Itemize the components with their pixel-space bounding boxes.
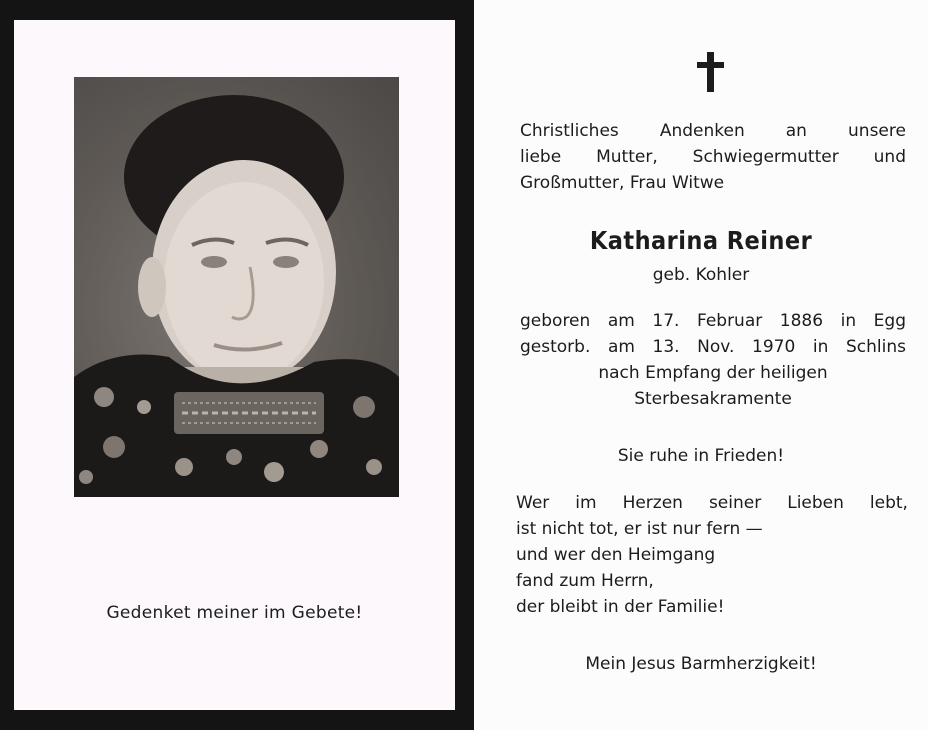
sacraments-line: nach Empfang der heiligen	[598, 363, 828, 383]
intro-line-2: liebe Mutter, Schwiegermutter und	[520, 147, 906, 167]
intro-line-1: Christliches Andenken an unsere	[520, 121, 906, 141]
life-dates	[520, 308, 906, 412]
memorial-text-panel	[474, 0, 928, 730]
portrait-illustration	[74, 77, 399, 497]
deceased-name: Katharina Reiner	[589, 226, 813, 255]
cross-icon	[697, 52, 725, 92]
prayer-caption: Gedenket meiner im Gebete!	[106, 603, 363, 623]
poem-line-3: und wer den Heimgang	[516, 545, 716, 565]
poem-line-4: fand zum Herrn,	[516, 571, 654, 591]
intro-text	[520, 118, 906, 196]
birth-line: geboren am 17. Februar 1886 in Egg	[520, 311, 906, 331]
poem	[516, 490, 908, 620]
rest-in-peace: Sie ruhe in Frieden!	[617, 446, 785, 466]
poem-line-2: ist nicht tot, er ist nur fern —	[516, 519, 763, 539]
death-line: gestorb. am 13. Nov. 1970 in Schlins	[520, 337, 906, 357]
poem-line-1: Wer im Herzen seiner Lieben lebt,	[516, 493, 908, 513]
photo-card	[14, 20, 455, 710]
sacraments-line-2: Sterbesakramente	[634, 389, 792, 409]
closing-prayer: Mein Jesus Barmherzigkeit!	[585, 654, 817, 674]
intro-line-3: Großmutter, Frau Witwe	[520, 173, 725, 193]
portrait-photo	[74, 77, 399, 497]
poem-line-5: der bleibt in der Familie!	[516, 597, 725, 617]
maiden-name: geb. Kohler	[652, 265, 750, 285]
